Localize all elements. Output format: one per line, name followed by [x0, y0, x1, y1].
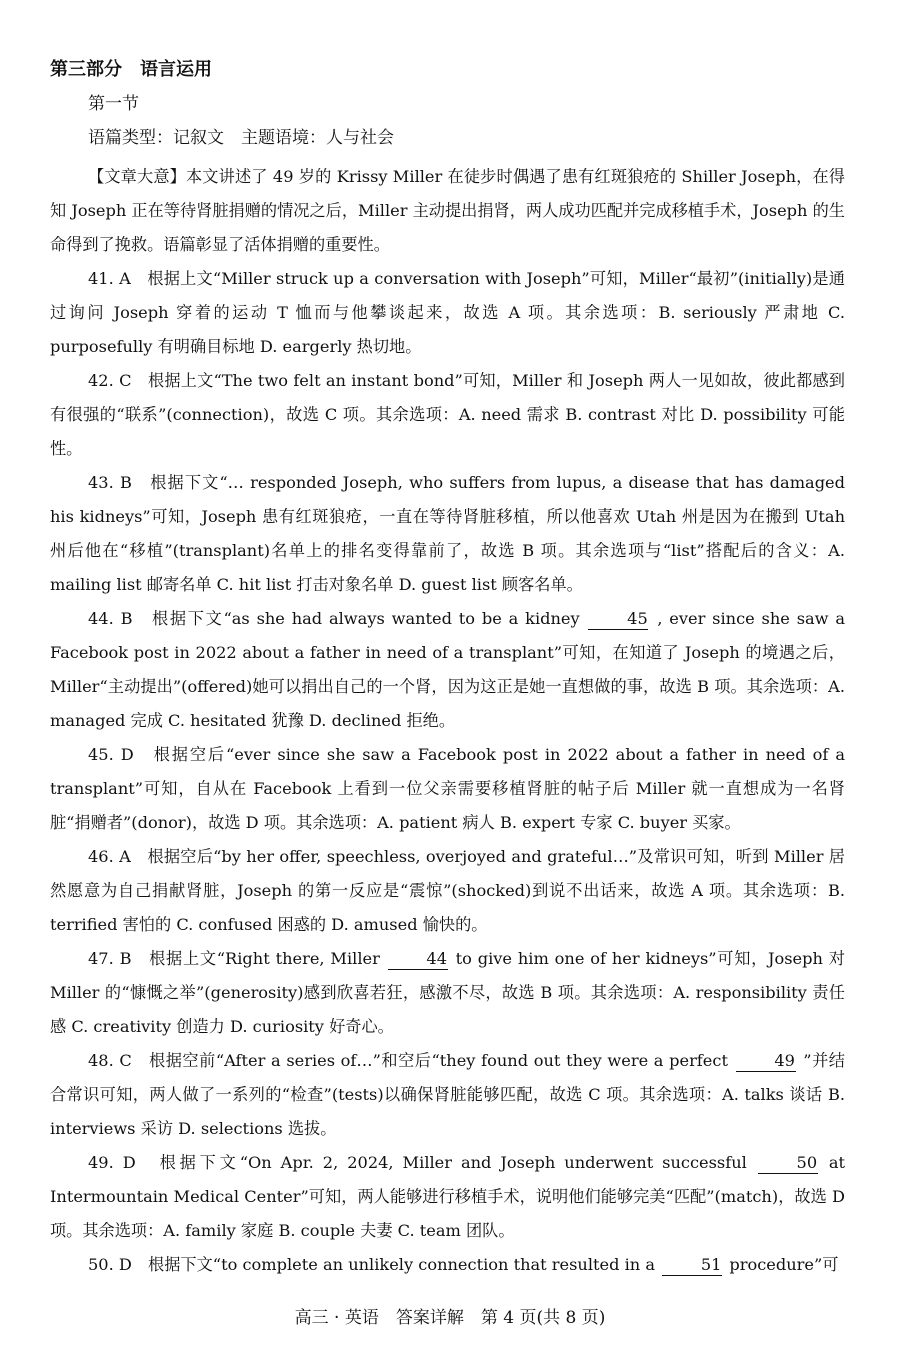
answer-page [50, 58, 845, 1282]
answer-43: 43. B 根据下文“… responded Joseph, who suffers from lupus, a disease that has damaged his kidneys”可知，Joseph 患有红斑狼疮，一直在等待肾脏移植，所以他喜欢 Utah 州是因为在搬到 Utah 州后他在“移植”(transplant)名单上的排名变得靠前了，故选 B 项。其余选项与“list”搭配后的含义：A. mailing list 邮寄名单 C. hit list 打击对象名单 D. guest list 顾客名单。 [50, 473, 845, 594]
answer-45: 45. D 根据空后“ever since she saw a Facebook post in 2022 about a father in need of a transplant”可知，自从在 Facebook 上看到一位父亲需要移植肾脏的帖子后 Miller 就一直想成为一名肾脏“捐赠者”(donor)，故选 D 项。其余选项：A. patient 病人 B. expert 专家 C. buyer 买家。 [50, 745, 845, 832]
answer-48-blank: 49 [736, 1051, 796, 1072]
answer-42: 42. C 根据上文“The two felt an instant bond”可知，Miller 和 Joseph 两人一见如故，彼此都感到有很强的“联系”(connection)，故选 C 项。其余选项：A. need 需求 B. contrast 对比 D. possibility 可能性。 [50, 371, 845, 458]
section-title: 第三部分 语言运用 [50, 59, 212, 80]
answer-47-text-after: to give him one of her kidneys”可知，Joseph 对 Miller 的“慷慨之举”(generosity)感到欣喜若狂，感激不尽，故选 B 项。其余选项：A. responsibility 责任感 C. creativity 创造力 D. curiosity 好奇心。 [50, 949, 845, 1036]
answer-44-blank: 45 [588, 609, 648, 630]
answer-50-blank: 51 [662, 1255, 722, 1276]
answer-44-text-after: , ever since she saw a Facebook post in 2022 about a father in need of a transplant”可知，在知道了 Joseph 的境遇之后，Miller“主动提出”(offered)她可以捐出自己的一个肾，因为这正是她一直想做的事，故选 B 项。其余选项：A. managed 完成 C. hesitated 犹豫 D. declined 拒绝。 [50, 609, 845, 730]
answer-49-text-after: at Intermountain Medical Center”可知，两人能够进行移植手术，说明他们能够完美“匹配”(match)，故选 D 项。其余选项：A. family 家庭 B. couple 夫妻 C. team 团队。 [50, 1153, 845, 1240]
answer-44-text-before: 44. B 根据下文“as she had always wanted to be a kidney [88, 609, 580, 628]
passage-meta: 语篇类型：记叙文 主题语境：人与社会 [88, 128, 394, 148]
answer-47 [50, 942, 845, 1044]
answer-41: 41. A 根据上文“Miller struck up a conversation with Joseph”可知，Miller“最初”(initially)是通过询问 Joseph 穿着的运动 T 恤而与他攀谈起来，故选 A 项。其余选项：B. seriously 严肃地 C. purposefully 有明确目标地 D. eargerly 热切地。 [50, 269, 845, 356]
answer-50-text-before: 50. D 根据下文“to complete an unlikely connection that resulted in a [88, 1255, 656, 1274]
answer-50-text-after: procedure”可 [729, 1255, 839, 1274]
page-footer: 高三 · 英语 答案详解 第 4 页(共 8 页) [294, 1308, 606, 1328]
answer-44 [50, 602, 845, 738]
answer-49 [50, 1146, 845, 1248]
subsection-title: 第一节 [88, 94, 139, 114]
answer-46: 46. A 根据空后“by her offer, speechless, overjoyed and grateful…”及常识可知，听到 Miller 居然愿意为自己捐献肾脏，Joseph 的第一反应是“震惊”(shocked)到说不出话来，故选 A 项。其余选项：B. terrified 害怕的 C. confused 困惑的 D. amused 愉快的。 [50, 847, 845, 934]
answer-48-text-before: 48. C 根据空前“After a series of…”和空后“they found out they were a perfect [88, 1051, 728, 1070]
passage-summary: 【文章大意】本文讲述了 49 岁的 Krissy Miller 在徒步时偶遇了患有红斑狼疮的 Shiller Joseph，在得知 Joseph 正在等待肾脏捐赠的情况之后，Miller 主动提出捐肾，两人成功匹配并完成移植手术，Joseph 的生命得到了挽救。语篇彰显了活体捐赠的重要性。 [50, 167, 845, 254]
answer-48 [50, 1044, 845, 1146]
answer-47-blank: 44 [388, 949, 448, 970]
answer-47-text-before: 47. B 根据上文“Right there, Miller [88, 949, 380, 968]
answer-48-text-after: ”并结合常识可知，两人做了一系列的“检查”(tests)以确保肾脏能够匹配，故选 C 项。其余选项：A. talks 谈话 B. interviews 采访 D. selections 选拔。 [50, 1051, 845, 1138]
answer-49-blank: 50 [758, 1153, 818, 1174]
answer-49-text-before: 49. D 根据下文“On Apr. 2, 2024, Miller and Joseph underwent successful [88, 1153, 747, 1172]
answer-50 [50, 1248, 845, 1282]
